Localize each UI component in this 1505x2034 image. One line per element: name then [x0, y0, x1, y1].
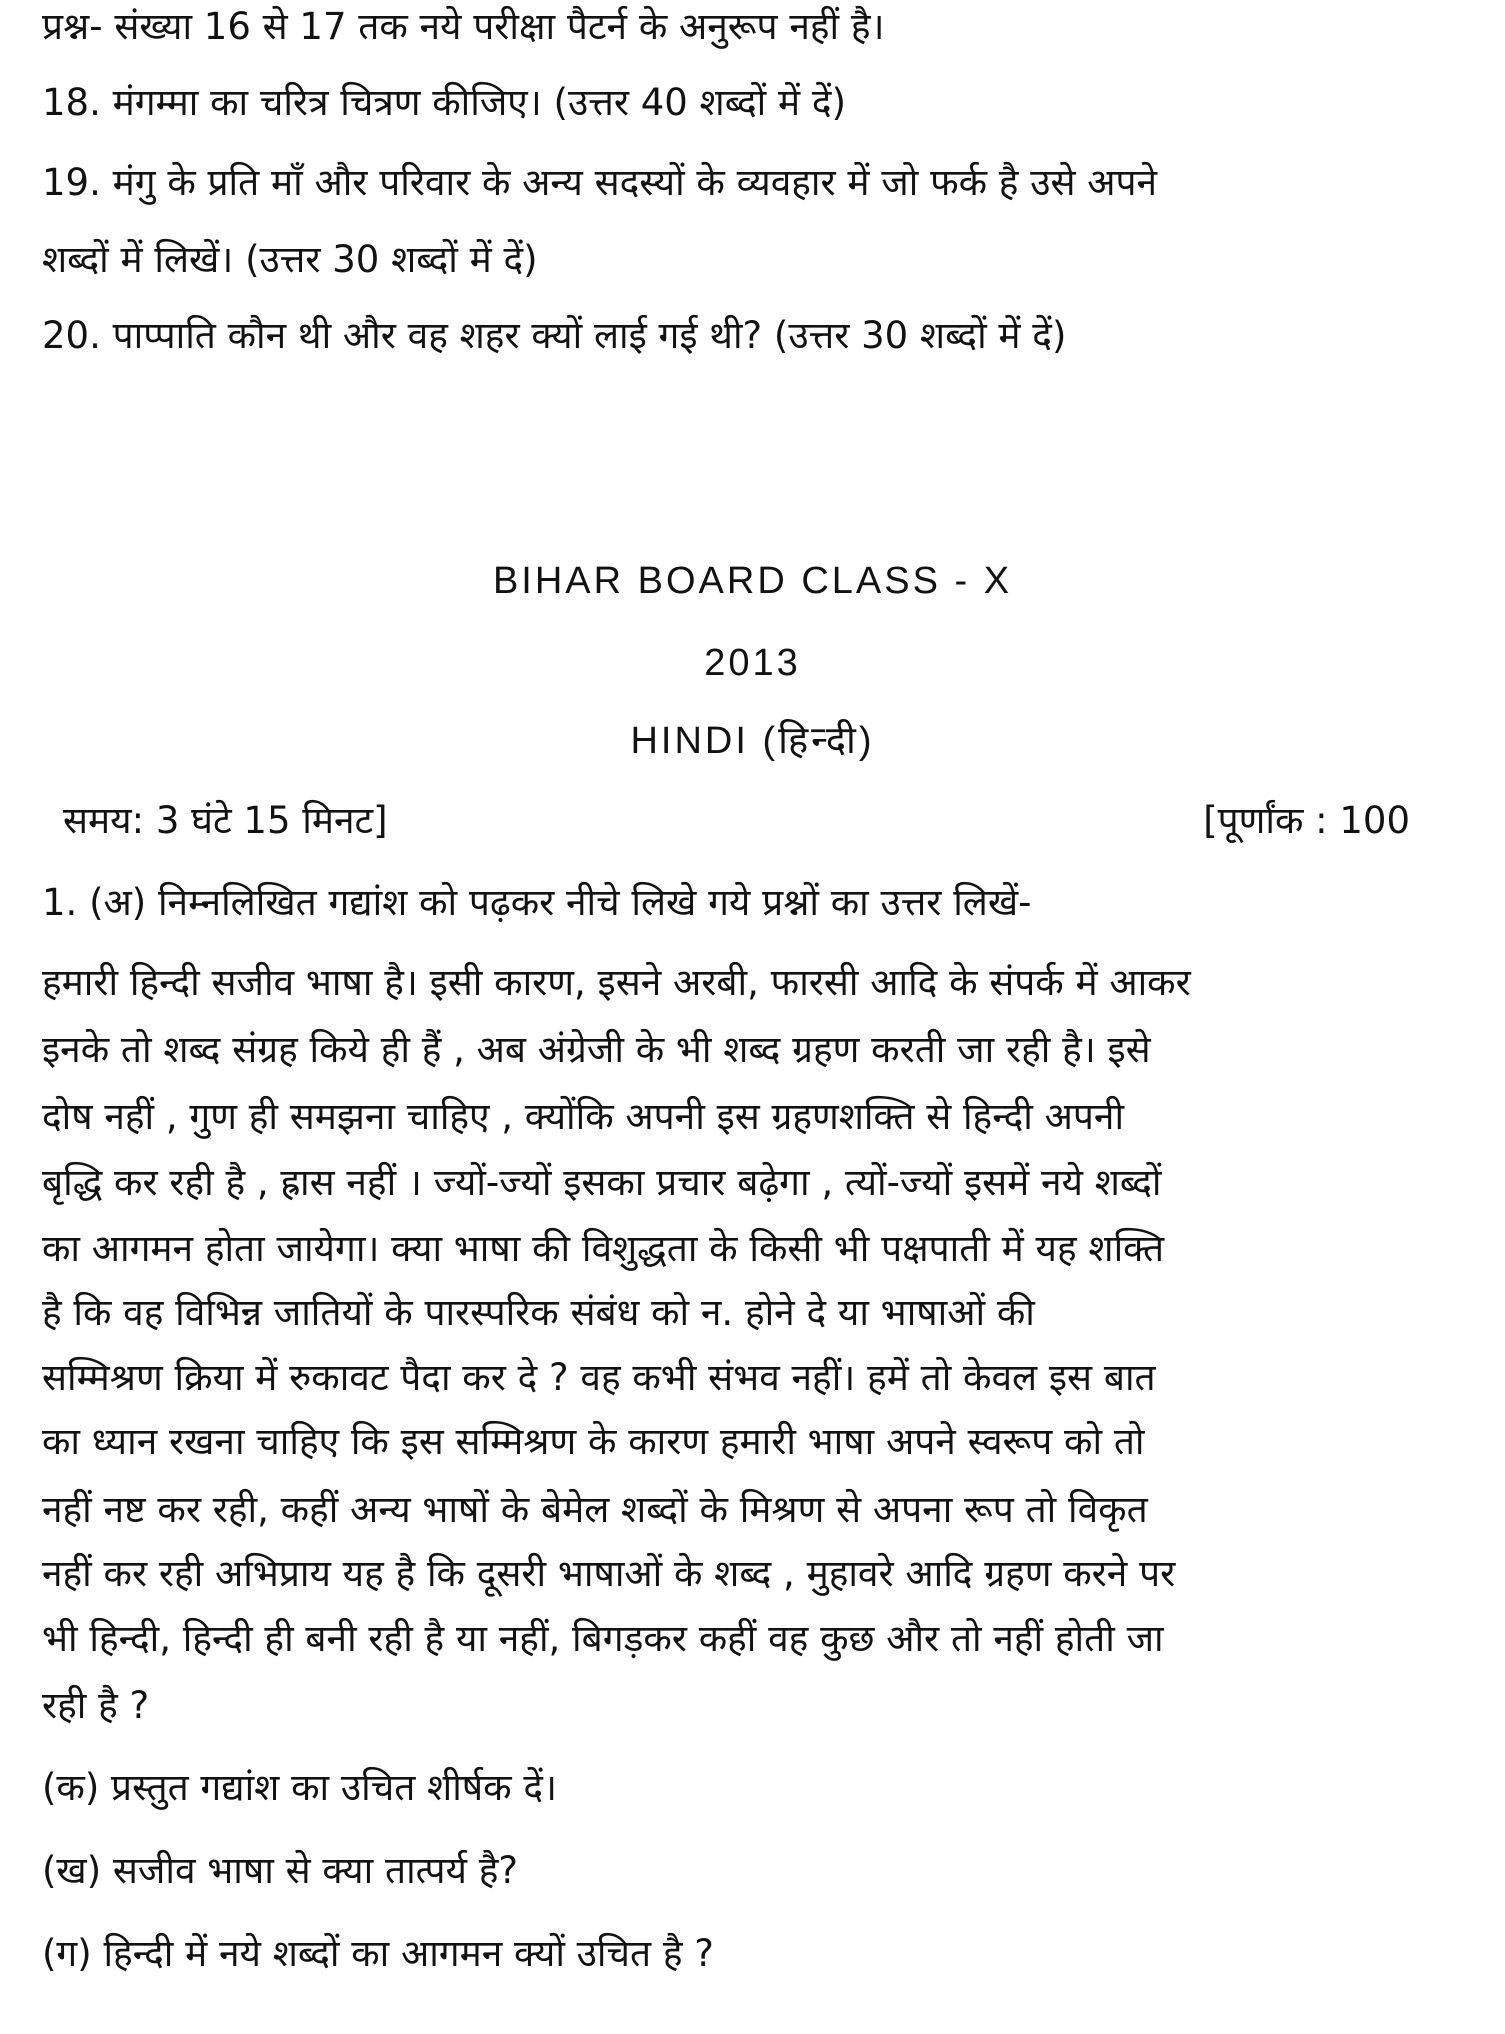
sub-question-kha: (ख) सजीव भाषा से क्या तात्पर्य है? [42, 1849, 519, 1892]
board-title: BIHAR BOARD CLASS - X [492, 560, 1013, 602]
passage-line-3: दोष नहीं , गुण ही समझना चाहिए , क्योंकि अपनी इस ग्रहणशक्ति से हिन्दी अपनी [42, 1095, 1125, 1138]
question-19-line-1: 19. मंगु के प्रति माँ और परिवार के अन्य सदस्यों के व्यवहार में जो फर्क है उसे अपने [42, 161, 1158, 204]
question-19-line-2: शब्दों में लिखें। (उत्तर 30 शब्दों में दें) [42, 238, 538, 281]
passage-line-8: का ध्यान रखना चाहिए कि इस सम्मिश्रण के कारण हमारी भाषा अपने स्वरूप को तो [42, 1420, 1145, 1463]
passage-line-4: बृद्धि कर रही है , ह्रास नहीं । ज्यों-ज्यों इसका प्रचार बढ़ेगा , त्यों-ज्यों इसमें नये शब्दों [42, 1161, 1162, 1204]
question-20: 20. पाप्पाति कौन थी और वह शहर क्यों लाई गई थी? (उत्तर 30 शब्दों में दें) [42, 314, 1067, 357]
exam-year: 2013 [704, 642, 801, 684]
passage-line-10: नहीं कर रही अभिप्राय यह है कि दूसरी भाषाओं के शब्द , मुहावरे आदि ग्रहण करने पर [42, 1552, 1176, 1595]
passage-line-5: का आगमन होता जायेगा। क्या भाषा की विशुद्धता के किसी भी पक्षपाती में यह शक्ति [42, 1227, 1165, 1270]
question-18: 18. मंगम्मा का चरित्र चित्रण कीजिए। (उत्तर 40 शब्दों में दें) [42, 81, 847, 124]
passage-line-7: सम्मिश्रण क्रिया में रुकावट पैदा कर दे ? वह कभी संभव नहीं। हमें तो केवल इस बात [42, 1356, 1156, 1399]
passage-line-1: हमारी हिन्दी सजीव भाषा है। इसी कारण, इसने अरबी, फारसी आदि के संपर्क में आकर [42, 961, 1191, 1004]
passage-line-2: इनके तो शब्द संग्रह किये ही हैं , अब अंग्रेजी के भी शब्द ग्रहण करती जा रही है। इसे [42, 1028, 1151, 1071]
pattern-note: प्रश्न- संख्या 16 से 17 तक नये परीक्षा पैटर्न के अनुरूप नहीं है। [42, 5, 885, 48]
passage-instruction: 1. (अ) निम्नलिखित गद्यांश को पढ़कर नीचे लिखे गये प्रश्नों का उत्तर लिखें- [42, 881, 1032, 924]
sub-question-ka: (क) प्रस्तुत गद्यांश का उचित शीर्षक दें। [42, 1766, 558, 1809]
passage-line-12: रही है ? [42, 1684, 150, 1727]
sub-question-ga: (ग) हिन्दी में नये शब्दों का आगमन क्यों उचित है ? [42, 1932, 714, 1975]
passage-line-9: नहीं नष्ट कर रही, कहीं अन्य भाषों के बेमेल शब्दों के मिश्रण से अपना रूप तो विकृत [42, 1488, 1148, 1531]
passage-line-11: भी हिन्दी, हिन्दी ही बनी रही है या नहीं, बिगड़कर कहीं वह कुछ और तो नहीं होती जा [42, 1617, 1164, 1660]
full-marks: [पूर्णांक : 100 [1203, 799, 1410, 842]
time-allowed: समय: 3 घंटे 15 मिनट] [63, 799, 388, 842]
passage-line-6: है कि वह विभिन्न जातियों के पारस्परिक संबंध को न. होने दे या भाषाओं की [42, 1291, 1035, 1334]
subject-title: HINDI (हिन्दी) [630, 720, 875, 762]
